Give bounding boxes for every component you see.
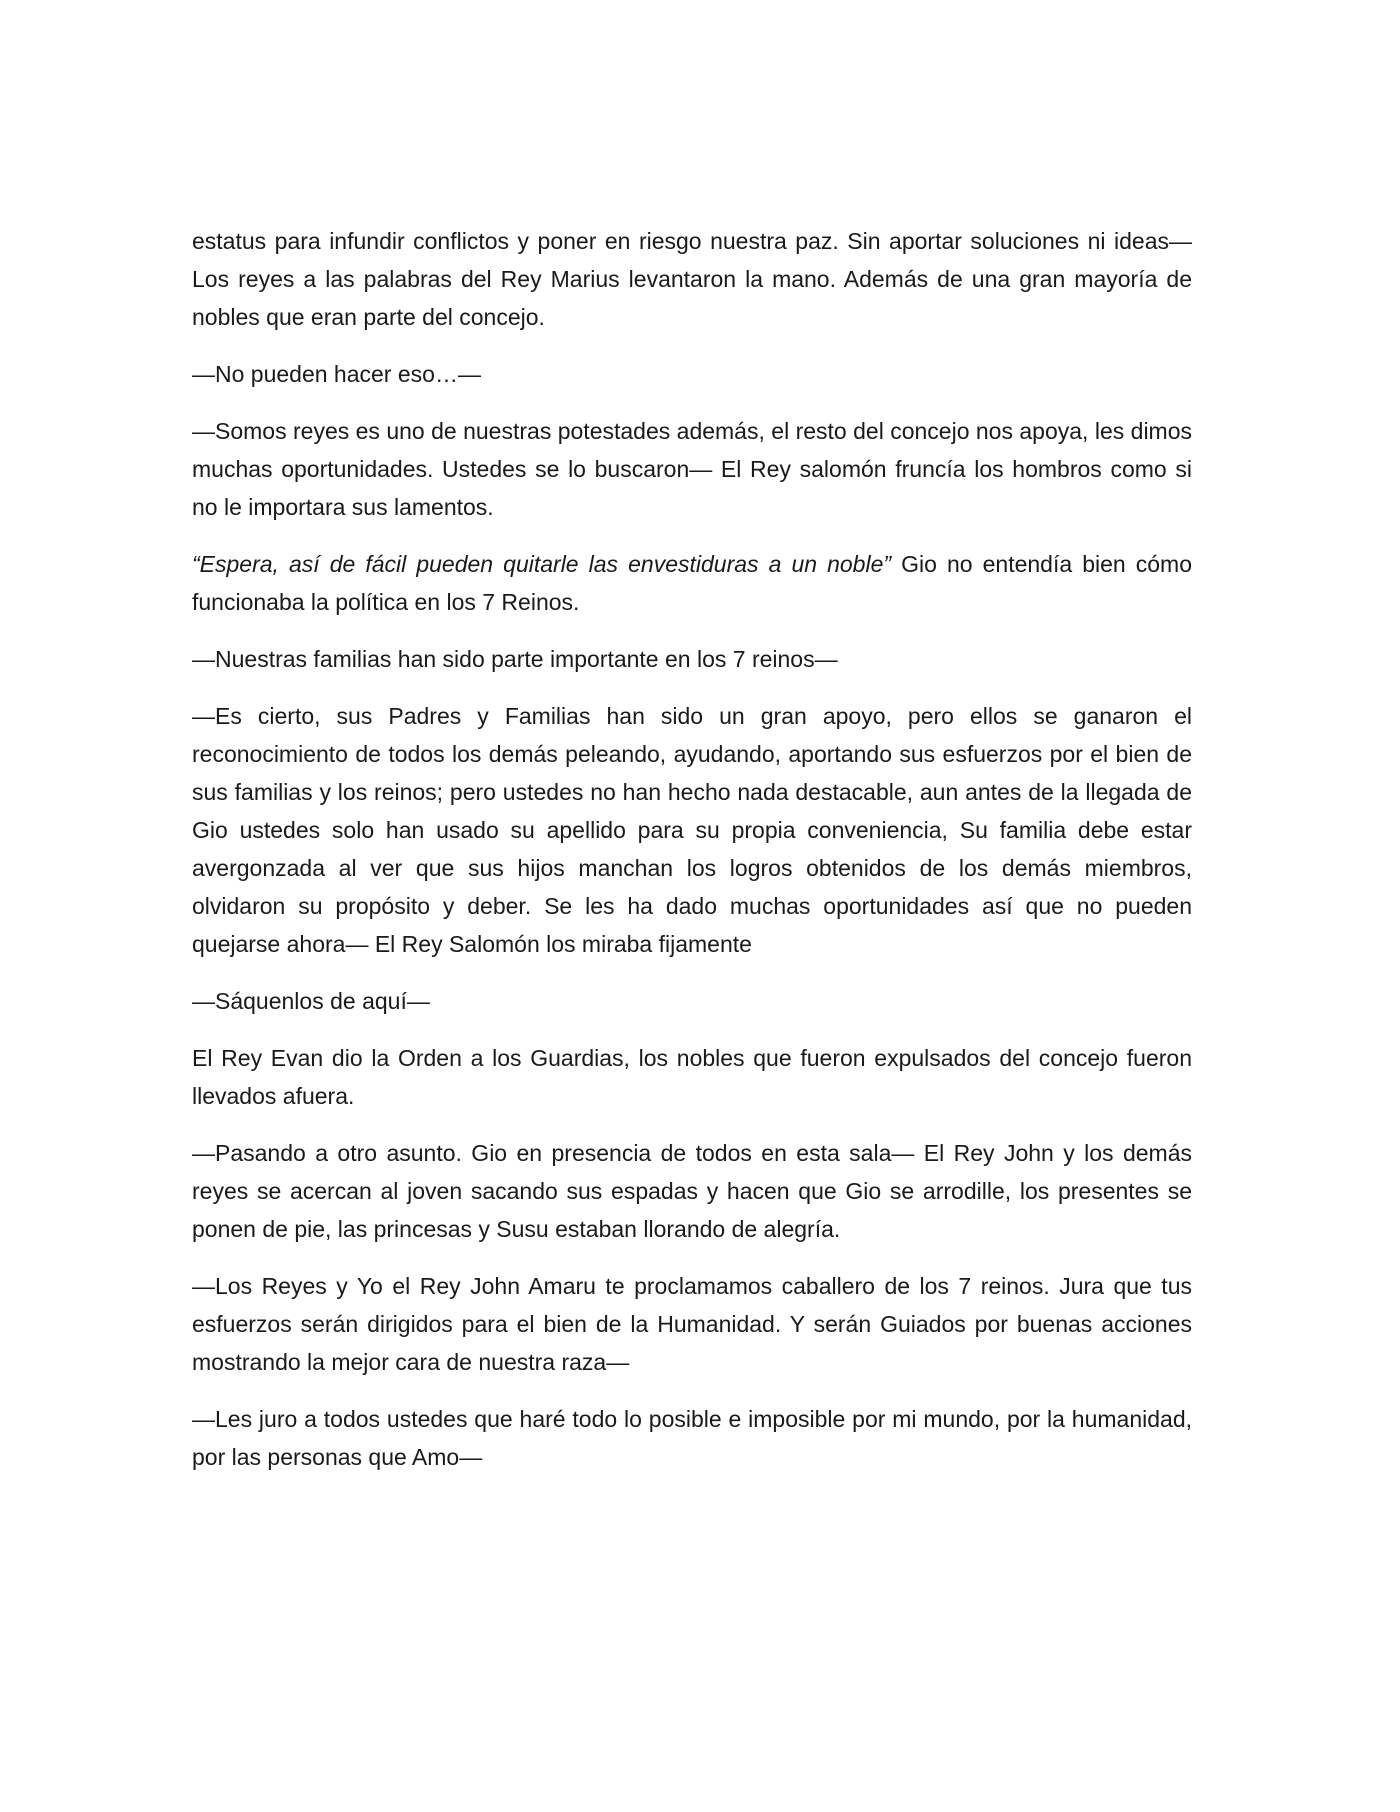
paragraph-1: estatus para infundir conflictos y poner en riesgo nuestra paz. Sin aportar soluciones ni ideas— Los reyes a las palabras del Rey Marius levantaron la mano. Además de una gran mayoría de nobles que eran parte del concejo. xyxy=(192,228,1192,330)
document-body xyxy=(192,222,1192,1476)
paragraph-3: —Somos reyes es uno de nuestras potestades además, el resto del concejo nos apoya, les dimos muchas oportunidades. Ustedes se lo buscaron— El Rey salomón fruncía los hombros como si no le importara sus lamentos. xyxy=(192,418,1192,520)
paragraph-4-text: Gio no entendía bien cómo funcionaba la política en los 7 Reinos. xyxy=(192,551,1192,615)
paragraph-5: —Nuestras familias han sido parte importante en los 7 reinos— xyxy=(192,646,838,672)
paragraph-2: —No pueden hacer eso…— xyxy=(192,361,481,387)
paragraph-6: —Es cierto, sus Padres y Familias han sido un gran apoyo, pero ellos se ganaron el reconocimiento de todos los demás peleando, ayudando, aportando sus esfuerzos por el bien de sus familias y los reinos; pero ustedes no han hecho nada destacable, aun antes de la llegada de Gio ustedes solo han usado su apellido para su propia conveniencia, Su familia debe estar avergonzada al ver que sus hijos manchan los logros obtenidos de los demás miembros, olvidaron su propósito y deber. Se les ha dado muchas oportunidades así que no pueden quejarse ahora— El Rey Salomón los miraba fijamente xyxy=(192,703,1192,957)
paragraph-4 xyxy=(192,545,1192,621)
paragraph-7: —Sáquenlos de aquí— xyxy=(192,988,430,1014)
paragraph-8: El Rey Evan dio la Orden a los Guardias, los nobles que fueron expulsados del concejo fueron llevados afuera. xyxy=(192,1045,1192,1109)
paragraph-11: —Les juro a todos ustedes que haré todo lo posible e imposible por mi mundo, por la humanidad, por las personas que Amo— xyxy=(192,1406,1192,1470)
paragraph-10: —Los Reyes y Yo el Rey John Amaru te proclamamos caballero de los 7 reinos. Jura que tus esfuerzos serán dirigidos para el bien de la Humanidad. Y serán Guiados por buenas acciones mostrando la mejor cara de nuestra raza— xyxy=(192,1273,1192,1375)
paragraph-9: —Pasando a otro asunto. Gio en presencia de todos en esta sala— El Rey John y los demás reyes se acercan al joven sacando sus espadas y hacen que Gio se arrodille, los presentes se ponen de pie, las princesas y Susu estaban llorando de alegría. xyxy=(192,1140,1192,1242)
paragraph-4-italic-thought: “Espera, así de fácil pueden quitarle las envestiduras a un noble” xyxy=(192,551,892,577)
